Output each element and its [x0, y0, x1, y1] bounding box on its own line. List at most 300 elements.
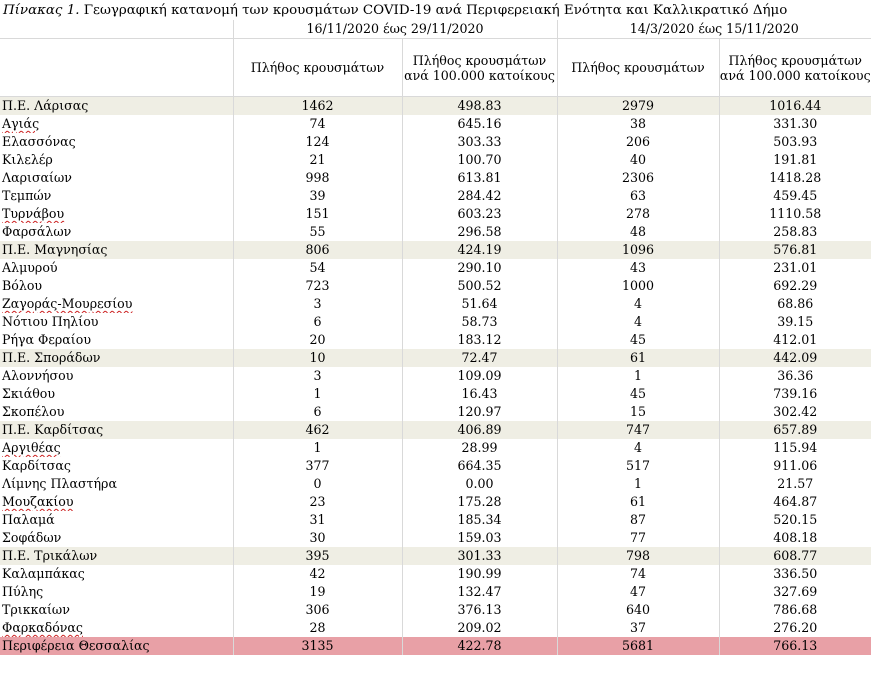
rate-period-1-text: 159.03 — [457, 530, 502, 545]
row-name — [0, 295, 233, 313]
caption-text: Γεωγραφική κατανομή των κρουσμάτων COVID-19 ανά Περιφερειακή Ενότητα και Καλλικρατικό Δήμο — [79, 3, 788, 18]
cases-period-2 — [557, 151, 719, 169]
table-row — [0, 565, 871, 583]
table-row — [0, 601, 871, 619]
row-name-text: Σοφάδων — [2, 530, 62, 545]
row-name-text: Τεμπών — [2, 188, 52, 203]
rate-period-1 — [402, 187, 557, 205]
rate-period-1 — [402, 457, 557, 475]
rate-period-2 — [719, 421, 871, 439]
rate-period-1 — [402, 421, 557, 439]
cases-period-1-text: 1 — [313, 440, 322, 455]
row-name-text: Λαρισαίων — [2, 170, 72, 185]
row-name — [0, 583, 233, 601]
cases-period-2 — [557, 583, 719, 601]
rate-period-1-text: 132.47 — [457, 584, 502, 599]
row-name-text: Π.Ε. Μαγνησίας — [2, 242, 108, 257]
rate-period-2-text: 464.87 — [773, 494, 818, 509]
header-period-2: 14/3/2020 έως 15/11/2020 — [557, 20, 871, 39]
cases-period-2 — [557, 133, 719, 151]
cases-period-1-text: 395 — [305, 548, 330, 563]
cases-period-1-text: 19 — [309, 584, 326, 599]
cases-period-1 — [233, 259, 402, 277]
table-row — [0, 313, 871, 331]
cases-period-2 — [557, 187, 719, 205]
row-name-text: Αργιθέας — [2, 440, 61, 455]
rate-period-2 — [719, 223, 871, 241]
row-name — [0, 259, 233, 277]
cases-period-1 — [233, 187, 402, 205]
cases-period-1 — [233, 115, 402, 133]
cases-period-1-text: 151 — [305, 206, 330, 221]
header-columns — [0, 39, 871, 97]
cases-period-1-text: 806 — [305, 242, 330, 257]
table-row — [0, 331, 871, 349]
cases-period-2 — [557, 493, 719, 511]
rate-period-2-text: 258.83 — [773, 224, 818, 239]
cases-period-2 — [557, 511, 719, 529]
cases-period-1-text: 0 — [313, 476, 322, 491]
rate-period-1-text: 120.97 — [457, 404, 502, 419]
cases-period-2-text: 77 — [629, 530, 647, 545]
row-name — [0, 619, 233, 637]
cases-period-2-text: 38 — [629, 116, 647, 131]
rate-period-1-text: 183.12 — [457, 332, 502, 347]
header-rate-1: Πλήθος κρουσμάτων ανά 100.000 κατοίκους — [402, 39, 557, 97]
rate-period-1 — [402, 475, 557, 493]
rate-period-2 — [719, 313, 871, 331]
table-row — [0, 205, 871, 223]
rate-period-1 — [402, 547, 557, 565]
table-row — [0, 619, 871, 637]
rate-period-1 — [402, 169, 557, 187]
rate-period-1-text: 209.02 — [457, 620, 502, 635]
cases-period-2-text: 40 — [629, 152, 647, 167]
rate-period-2 — [719, 169, 871, 187]
row-name — [0, 151, 233, 169]
row-name — [0, 277, 233, 295]
cases-period-1-text: 21 — [309, 152, 326, 167]
row-name — [0, 187, 233, 205]
row-name — [0, 547, 233, 565]
cases-period-2 — [557, 529, 719, 547]
row-name — [0, 493, 233, 511]
cases-period-1 — [233, 133, 402, 151]
cases-period-2-text: 5681 — [621, 638, 655, 653]
row-name-text: Περιφέρεια Θεσσαλίας — [2, 638, 150, 653]
rate-period-1-text: 424.19 — [457, 242, 502, 257]
rate-period-1-text: 100.70 — [457, 152, 502, 167]
rate-period-2-text: 657.89 — [773, 422, 818, 437]
rate-period-1 — [402, 259, 557, 277]
rate-period-1 — [402, 511, 557, 529]
rate-period-2 — [719, 295, 871, 313]
rate-period-1-text: 28.99 — [461, 440, 498, 455]
rate-period-1 — [402, 601, 557, 619]
row-name — [0, 205, 233, 223]
cases-period-2-text: 640 — [625, 602, 651, 617]
cases-period-2 — [557, 241, 719, 259]
rate-period-2 — [719, 547, 871, 565]
cases-period-2 — [557, 385, 719, 403]
rate-period-1 — [402, 223, 557, 241]
rate-period-2 — [719, 529, 871, 547]
cases-period-1 — [233, 475, 402, 493]
rate-period-2 — [719, 493, 871, 511]
cases-period-1 — [233, 223, 402, 241]
rate-period-2 — [719, 331, 871, 349]
table-row — [0, 457, 871, 475]
cases-period-1-text: 3135 — [301, 638, 334, 653]
rate-period-2 — [719, 187, 871, 205]
row-name-text: Καρδίτσας — [2, 458, 71, 473]
cases-period-1 — [233, 637, 402, 655]
cases-period-2-text: 4 — [633, 440, 642, 455]
table-row — [0, 439, 871, 457]
row-name-text: Σκοπέλου — [2, 404, 65, 419]
table-row — [0, 133, 871, 151]
table-row — [0, 385, 871, 403]
cases-period-1 — [233, 331, 402, 349]
rate-period-2-text: 408.18 — [773, 530, 818, 545]
row-name-text: Αγιάς — [2, 116, 40, 131]
cases-table — [0, 20, 871, 655]
rate-period-2-text: 739.16 — [773, 386, 818, 401]
row-name-text: Αλοννήσου — [2, 368, 74, 383]
rate-period-2 — [719, 583, 871, 601]
row-name-text: Παλαμά — [2, 512, 55, 527]
row-name-text: Κιλελέρ — [2, 152, 53, 167]
cases-period-2-text: 1 — [633, 368, 642, 383]
rate-period-2-text: 231.01 — [773, 260, 818, 275]
rate-period-1 — [402, 439, 557, 457]
row-name-text: Ζαγοράς-Μουρεσίου — [2, 296, 133, 311]
rate-period-1 — [402, 403, 557, 421]
cases-period-2-text: 87 — [629, 512, 647, 527]
cases-period-2-text: 63 — [629, 188, 647, 203]
cases-period-2 — [557, 403, 719, 421]
rate-period-1 — [402, 313, 557, 331]
row-name-text: Π.Ε. Καρδίτσας — [2, 422, 104, 437]
cases-period-2-text: 47 — [629, 584, 647, 599]
row-name — [0, 133, 233, 151]
row-name — [0, 385, 233, 403]
table-body — [0, 97, 871, 656]
cases-period-1-text: 39 — [309, 188, 326, 203]
cases-period-1 — [233, 403, 402, 421]
header-cases-1: Πλήθος κρουσμάτων — [233, 39, 402, 97]
rate-period-1-text: 72.47 — [461, 350, 498, 365]
cases-period-1-text: 23 — [309, 494, 326, 509]
cases-period-2-text: 278 — [625, 206, 651, 221]
rate-period-1-text: 498.83 — [457, 98, 502, 113]
cases-period-2 — [557, 439, 719, 457]
cases-period-2-text: 15 — [629, 404, 647, 419]
rate-period-1-text: 175.28 — [457, 494, 502, 509]
cases-period-1 — [233, 457, 402, 475]
cases-period-2 — [557, 97, 719, 116]
region-row — [0, 241, 871, 259]
row-name — [0, 241, 233, 259]
cases-period-2 — [557, 475, 719, 493]
row-name — [0, 511, 233, 529]
cases-period-1-text: 6 — [313, 314, 322, 329]
rate-period-2-text: 766.13 — [773, 638, 818, 653]
rate-period-1-text: 284.42 — [457, 188, 502, 203]
rate-period-1-text: 303.33 — [457, 134, 502, 149]
cases-period-1 — [233, 601, 402, 619]
cases-period-2-text: 206 — [625, 134, 651, 149]
rate-period-1 — [402, 151, 557, 169]
row-name — [0, 457, 233, 475]
rate-period-2 — [719, 259, 871, 277]
rate-period-1-text: 645.16 — [457, 116, 502, 131]
row-name-text: Νότιου Πηλίου — [2, 314, 99, 329]
cases-period-1 — [233, 349, 402, 367]
rate-period-2-text: 503.93 — [773, 134, 818, 149]
rate-period-2-text: 911.06 — [773, 458, 818, 473]
cases-period-2-text: 2979 — [621, 98, 655, 113]
row-name — [0, 97, 233, 116]
cases-period-1 — [233, 619, 402, 637]
cases-period-2-text: 43 — [629, 260, 647, 275]
cases-period-2-text: 1000 — [621, 278, 655, 293]
row-name — [0, 349, 233, 367]
cases-period-1 — [233, 493, 402, 511]
cases-period-1 — [233, 583, 402, 601]
cases-period-2 — [557, 115, 719, 133]
cases-period-1 — [233, 511, 402, 529]
rate-period-2 — [719, 277, 871, 295]
cases-period-2 — [557, 565, 719, 583]
rate-period-2 — [719, 205, 871, 223]
cases-period-1-text: 28 — [309, 620, 326, 635]
rate-period-2-text: 68.86 — [777, 296, 814, 311]
cases-period-2 — [557, 619, 719, 637]
rate-period-2-text: 442.09 — [773, 350, 818, 365]
rate-period-2-text: 1110.58 — [769, 206, 822, 221]
rate-period-2-text: 327.69 — [773, 584, 818, 599]
rate-period-1-text: 51.64 — [461, 296, 498, 311]
cases-period-2-text: 48 — [629, 224, 647, 239]
row-name-text: Πύλης — [2, 584, 44, 599]
table-row — [0, 151, 871, 169]
cases-period-1-text: 998 — [305, 170, 330, 185]
rate-period-1 — [402, 205, 557, 223]
rate-period-1 — [402, 565, 557, 583]
rate-period-1 — [402, 277, 557, 295]
cases-period-1-text: 3 — [313, 296, 322, 311]
rate-period-2 — [719, 511, 871, 529]
cases-period-2 — [557, 259, 719, 277]
table-row — [0, 511, 871, 529]
rate-period-1 — [402, 619, 557, 637]
row-name — [0, 565, 233, 583]
rate-period-2 — [719, 133, 871, 151]
rate-period-1-text: 290.10 — [457, 260, 502, 275]
rate-period-2-text: 520.15 — [773, 512, 818, 527]
rate-period-2-text: 336.50 — [773, 566, 818, 581]
rate-period-2 — [719, 439, 871, 457]
cases-period-1-text: 54 — [309, 260, 326, 275]
cases-period-1 — [233, 385, 402, 403]
cases-period-2-text: 61 — [629, 350, 647, 365]
cases-period-1 — [233, 277, 402, 295]
rate-period-2 — [719, 367, 871, 385]
table-row — [0, 277, 871, 295]
rate-period-1-text: 422.78 — [457, 638, 502, 653]
rate-period-1-text: 603.23 — [457, 206, 502, 221]
cases-period-1 — [233, 169, 402, 187]
row-name — [0, 529, 233, 547]
rate-period-1 — [402, 295, 557, 313]
cases-period-2 — [557, 295, 719, 313]
cases-period-2 — [557, 205, 719, 223]
cases-period-1-text: 306 — [305, 602, 330, 617]
rate-period-1-text: 0.00 — [465, 476, 494, 491]
rate-period-2 — [719, 385, 871, 403]
row-name — [0, 439, 233, 457]
rate-period-2 — [719, 403, 871, 421]
row-name — [0, 313, 233, 331]
cases-period-1 — [233, 367, 402, 385]
cases-period-1 — [233, 529, 402, 547]
cases-period-2 — [557, 169, 719, 187]
rate-period-1 — [402, 637, 557, 655]
rate-period-1-text: 301.33 — [457, 548, 502, 563]
total-row — [0, 637, 871, 655]
cases-period-1 — [233, 241, 402, 259]
header-cases-2: Πλήθος κρουσμάτων — [557, 39, 719, 97]
table-row — [0, 187, 871, 205]
rate-period-1-text: 664.35 — [457, 458, 502, 473]
table-row — [0, 493, 871, 511]
cases-period-1 — [233, 97, 402, 116]
cases-period-1-text: 42 — [309, 566, 326, 581]
row-name — [0, 601, 233, 619]
cases-period-1-text: 74 — [309, 116, 326, 131]
cases-period-2-text: 1 — [633, 476, 642, 491]
rate-period-2-text: 191.81 — [773, 152, 818, 167]
table-row — [0, 367, 871, 385]
caption-label: Πίνακας 1. — [3, 3, 80, 18]
cases-period-1-text: 6 — [313, 404, 322, 419]
table-row — [0, 529, 871, 547]
cases-period-1-text: 124 — [305, 134, 330, 149]
rate-period-2 — [719, 97, 871, 116]
region-row — [0, 421, 871, 439]
rate-period-1 — [402, 349, 557, 367]
table-row — [0, 403, 871, 421]
rate-period-2 — [719, 475, 871, 493]
row-name — [0, 331, 233, 349]
header-empty-2 — [0, 39, 233, 97]
row-name — [0, 403, 233, 421]
rate-period-2-text: 786.68 — [773, 602, 818, 617]
rate-period-1 — [402, 367, 557, 385]
row-name — [0, 169, 233, 187]
cases-period-1-text: 1462 — [301, 98, 334, 113]
table-row — [0, 583, 871, 601]
rate-period-1 — [402, 385, 557, 403]
rate-period-2-text: 576.81 — [773, 242, 818, 257]
rate-period-2 — [719, 565, 871, 583]
rate-period-1 — [402, 241, 557, 259]
rate-period-2-text: 21.57 — [777, 476, 814, 491]
rate-period-2 — [719, 457, 871, 475]
cases-period-2-text: 74 — [629, 566, 647, 581]
rate-period-1 — [402, 133, 557, 151]
rate-period-2 — [719, 349, 871, 367]
rate-period-2 — [719, 115, 871, 133]
row-name-text: Βόλου — [2, 278, 43, 293]
cases-period-2 — [557, 457, 719, 475]
rate-period-2 — [719, 241, 871, 259]
table-row — [0, 115, 871, 133]
cases-period-2 — [557, 601, 719, 619]
rate-period-2 — [719, 151, 871, 169]
rate-period-2-text: 412.01 — [773, 332, 818, 347]
rate-period-2-text: 302.42 — [773, 404, 818, 419]
row-name — [0, 367, 233, 385]
row-name-text: Ελασσόνας — [2, 134, 76, 149]
cases-period-2 — [557, 313, 719, 331]
row-name-text: Καλαμπάκας — [2, 566, 85, 581]
rate-period-1-text: 296.58 — [457, 224, 502, 239]
cases-period-1-text: 1 — [313, 386, 322, 401]
cases-period-1-text: 3 — [313, 368, 322, 383]
rate-period-1-text: 58.73 — [461, 314, 498, 329]
rate-period-2 — [719, 637, 871, 655]
row-name-text: Ρήγα Φεραίου — [2, 332, 91, 347]
cases-period-2 — [557, 331, 719, 349]
cases-period-1-text: 55 — [309, 224, 326, 239]
cases-period-1-text: 30 — [309, 530, 326, 545]
rate-period-1-text: 613.81 — [457, 170, 502, 185]
rate-period-1 — [402, 583, 557, 601]
cases-period-2-text: 4 — [633, 296, 642, 311]
rate-period-2-text: 692.29 — [773, 278, 818, 293]
row-name — [0, 223, 233, 241]
cases-period-2-text: 517 — [625, 458, 651, 473]
cases-period-1 — [233, 151, 402, 169]
rate-period-1-text: 406.89 — [457, 422, 502, 437]
header-rate-2: Πλήθος κρουσμάτων ανά 100.000 κατοίκους — [719, 39, 871, 97]
cases-period-2-text: 798 — [625, 548, 651, 563]
rate-period-1-text: 16.43 — [461, 386, 498, 401]
cases-period-2 — [557, 547, 719, 565]
row-name — [0, 475, 233, 493]
rate-period-1 — [402, 97, 557, 116]
cases-period-1 — [233, 421, 402, 439]
row-name-text: Π.Ε. Τρικάλων — [2, 548, 98, 563]
rate-period-1 — [402, 493, 557, 511]
cases-period-1 — [233, 439, 402, 457]
rate-period-2 — [719, 601, 871, 619]
rate-period-1 — [402, 529, 557, 547]
cases-period-1 — [233, 565, 402, 583]
row-name-text: Αλμυρού — [2, 260, 58, 275]
cases-period-2 — [557, 367, 719, 385]
cases-period-2 — [557, 421, 719, 439]
rate-period-1 — [402, 331, 557, 349]
table-row — [0, 259, 871, 277]
cases-period-1 — [233, 295, 402, 313]
rate-period-2-text: 1016.44 — [769, 98, 822, 113]
cases-period-1 — [233, 547, 402, 565]
cases-period-2 — [557, 637, 719, 655]
table-row — [0, 169, 871, 187]
